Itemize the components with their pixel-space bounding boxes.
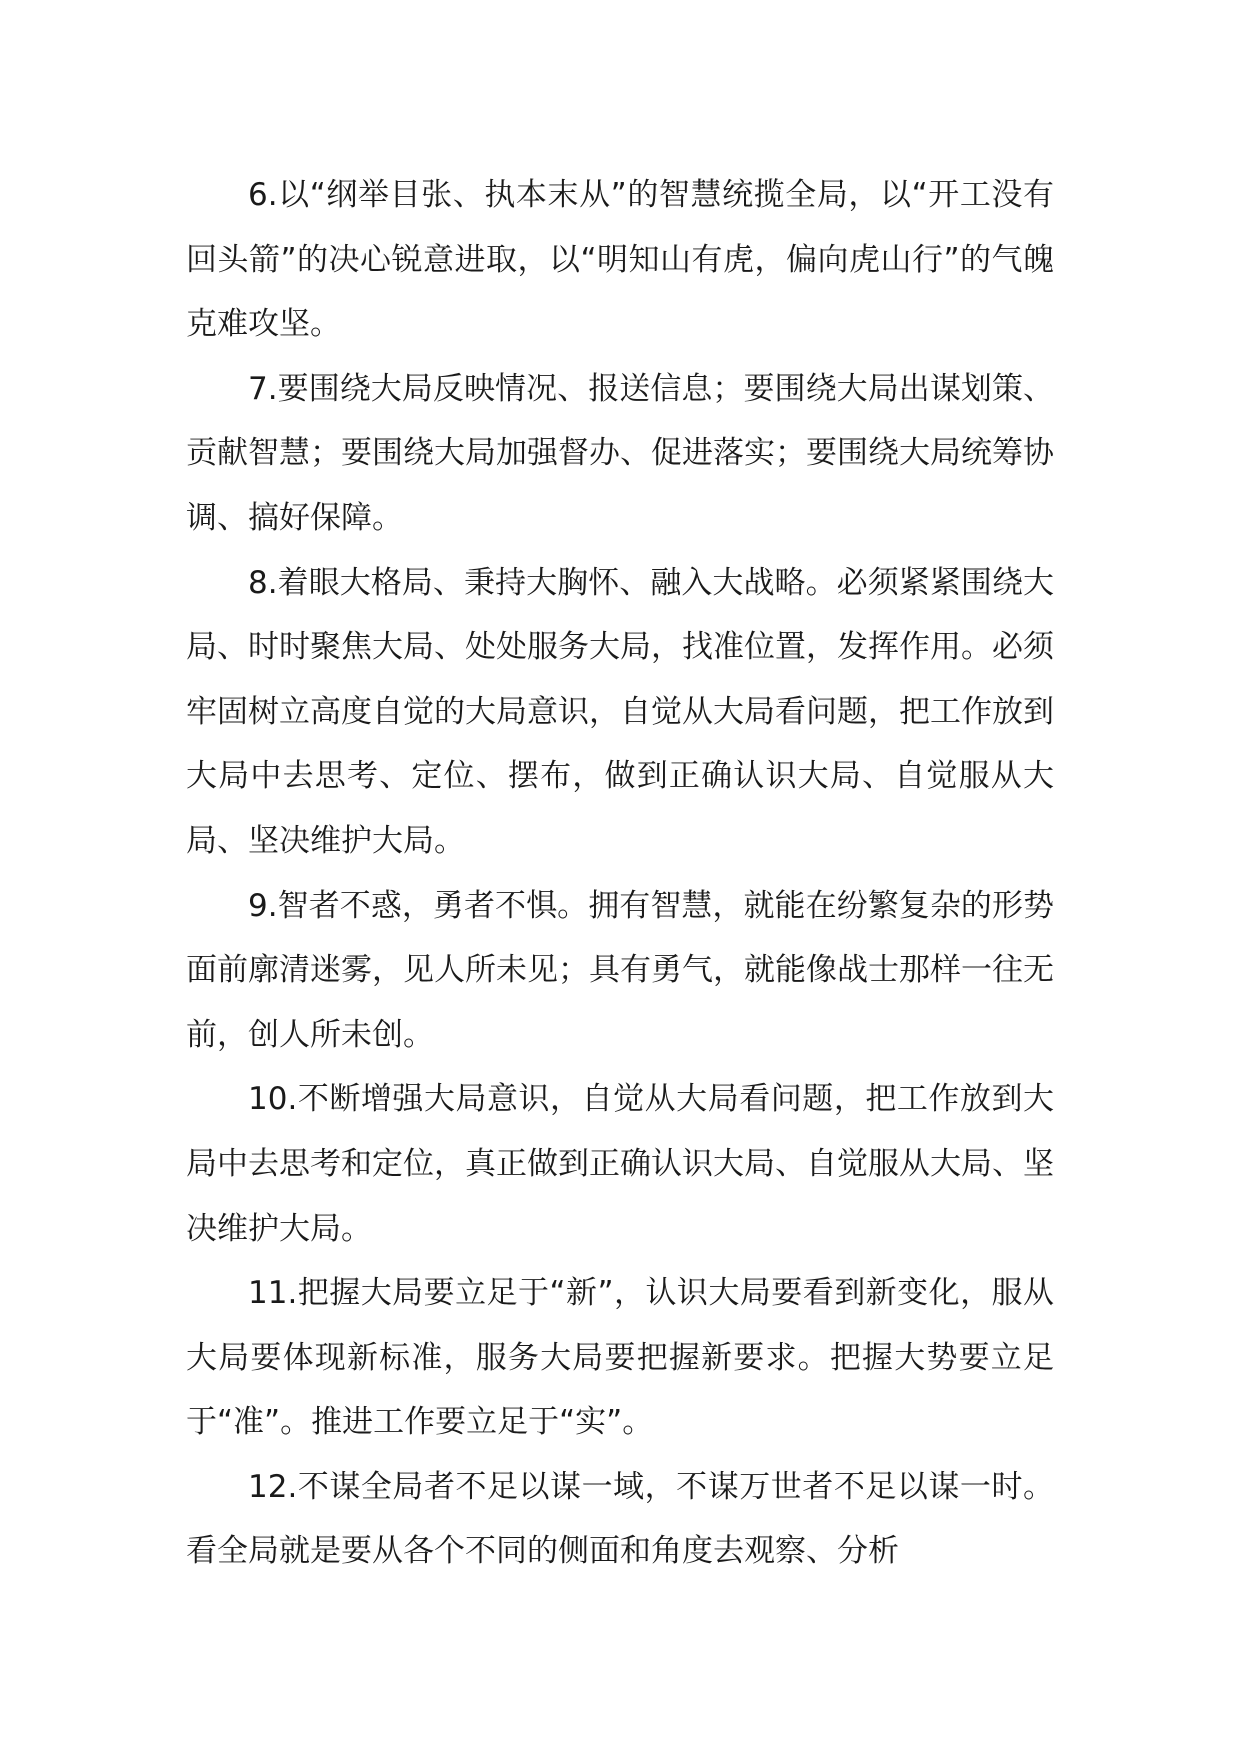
paragraph-9: 9.智者不惑，勇者不惧。拥有智慧，就能在纷繁复杂的形势面前廓清迷雾，见人所未见；具有勇气，就能像战士那样一往无前，创人所未创。 <box>186 887 1054 1053</box>
paragraph-7: 7.要围绕大局反映情况、报送信息；要围绕大局出谋划策、贡献智慧；要围绕大局加强督办、促进落实；要围绕大局统筹协调、搞好保障。 <box>186 370 1054 536</box>
paragraph-11: 11.把握大局要立足于“新”，认识大局要看到新变化，服从大局要体现新标准，服务大局要把握新要求。把握大势要立足于“准”。推进工作要立足于“实”。 <box>186 1275 1054 1441</box>
paragraph-10: 10.不断增强大局意识，自觉从大局看问题，把工作放到大局中去思考和定位，真正做到正确认识大局、自觉服从大局、坚决维护大局。 <box>186 1081 1054 1247</box>
document-body <box>186 163 1054 1584</box>
paragraph-6: 6.以“纲举目张、执本末从”的智慧统揽全局，以“开工没有回头箭”的决心锐意进取，以“明知山有虎，偏向虎山行”的气魄克难攻坚。 <box>186 177 1054 343</box>
paragraph-12: 12.不谋全局者不足以谋一域，不谋万世者不足以谋一时。看全局就是要从各个不同的侧面和角度去观察、分析 <box>186 1468 1054 1570</box>
paragraph-8: 8.着眼大格局、秉持大胸怀、融入大战略。必须紧紧围绕大局、时时聚焦大局、处处服务大局，找准位置，发挥作用。必须牢固树立高度自觉的大局意识，自觉从大局看问题，把工作放到大局中去思考、定位、摆布，做到正确认识大局、自觉服从大局、坚决维护大局。 <box>186 564 1054 859</box>
